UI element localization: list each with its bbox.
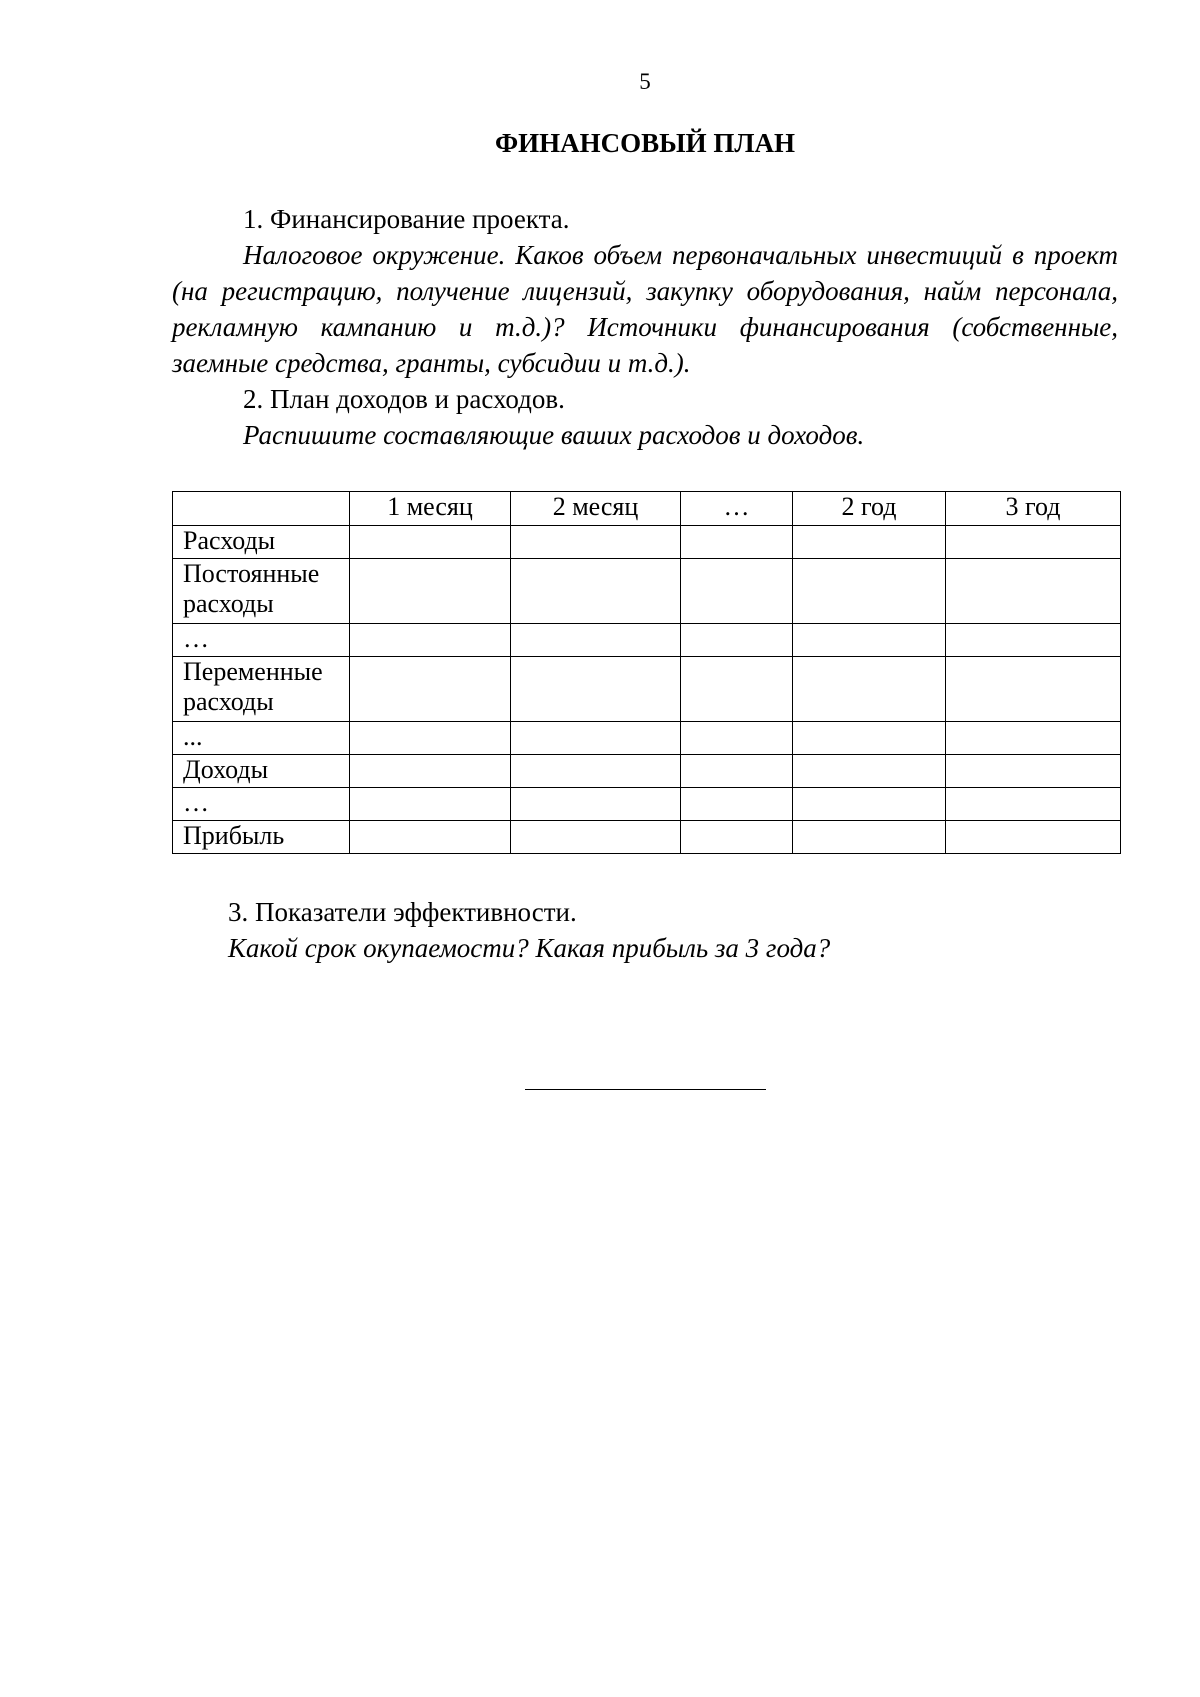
table-row <box>173 821 1121 854</box>
table-row <box>173 657 1121 722</box>
row-label: Постоянные расходы <box>173 559 350 624</box>
section-income-expenses <box>172 381 1118 453</box>
table-cell <box>946 624 1121 657</box>
table-cell <box>681 624 793 657</box>
table-cell <box>511 755 681 788</box>
table-cell <box>681 755 793 788</box>
column-header: 2 год <box>793 492 946 526</box>
row-label: Расходы <box>173 526 350 559</box>
table-cell <box>793 722 946 755</box>
section-heading-income-expenses: 2. План доходов и расходов. <box>243 384 565 414</box>
table-cell <box>681 788 793 821</box>
row-label: … <box>173 624 350 657</box>
table-cell <box>946 657 1121 722</box>
table-cell <box>681 657 793 722</box>
table-cell <box>681 559 793 624</box>
table-cell <box>511 526 681 559</box>
table-cell <box>793 559 946 624</box>
table-cell <box>793 624 946 657</box>
table-row <box>173 624 1121 657</box>
table-row <box>173 559 1121 624</box>
table-cell <box>350 788 511 821</box>
page-title: ФИНАНСОВЫЙ ПЛАН <box>494 128 796 158</box>
column-header: 3 год <box>946 492 1121 526</box>
row-label: … <box>173 788 350 821</box>
column-header <box>173 492 350 526</box>
table-cell <box>350 624 511 657</box>
table-cell <box>793 821 946 854</box>
table-cell <box>946 559 1121 624</box>
row-label: Прибыль <box>173 821 350 854</box>
table-cell <box>793 755 946 788</box>
table-cell <box>681 526 793 559</box>
table-cell <box>946 722 1121 755</box>
column-header: 1 месяц <box>350 492 511 526</box>
table-cell <box>511 559 681 624</box>
income-expense-table <box>172 491 1121 854</box>
table-cell <box>350 559 511 624</box>
table-row <box>173 755 1121 788</box>
row-label: Доходы <box>173 755 350 788</box>
table-header-row <box>173 492 1121 526</box>
section-efficiency <box>157 894 1117 966</box>
column-header: 2 месяц <box>511 492 681 526</box>
page-number: 5 <box>639 69 651 94</box>
table-cell <box>946 526 1121 559</box>
table-cell <box>511 788 681 821</box>
row-label: Переменные расходы <box>173 657 350 722</box>
section-heading-efficiency: 3. Показатели эффективности. <box>228 897 577 927</box>
table-cell <box>350 755 511 788</box>
table-cell <box>350 722 511 755</box>
table-cell <box>946 755 1121 788</box>
table-cell <box>793 526 946 559</box>
closing-rule <box>525 1089 766 1090</box>
table-cell <box>793 788 946 821</box>
table-row <box>173 722 1121 755</box>
table-cell <box>511 624 681 657</box>
section-body-financing: Налоговое окружение. Каков объем первоначальных инвестиций в проект (на регистрацию, получение лицензий, закупку оборудования, найм персонала, рекламную кампанию и т.д.)? Источники финансирования (собственные, заемные средства, гранты, субсидии и т.д.). <box>172 240 1118 378</box>
table-row <box>173 788 1121 821</box>
section-body-efficiency: Какой срок окупаемости? Какая прибыль за 3 года? <box>228 933 831 963</box>
table-cell <box>350 821 511 854</box>
table-cell <box>511 657 681 722</box>
table-cell <box>681 722 793 755</box>
table-cell <box>681 821 793 854</box>
table-cell <box>946 788 1121 821</box>
table-row <box>173 526 1121 559</box>
table-cell <box>793 657 946 722</box>
table-cell <box>350 526 511 559</box>
table-cell <box>946 821 1121 854</box>
table-cell <box>350 657 511 722</box>
table-cell <box>511 722 681 755</box>
section-financing <box>172 201 1118 381</box>
row-label: ... <box>173 722 350 755</box>
table-cell <box>511 821 681 854</box>
section-heading-financing: 1. Финансирование проекта. <box>243 204 570 234</box>
column-header: … <box>681 492 793 526</box>
section-body-income-expenses: Распишите составляющие ваших расходов и доходов. <box>243 420 865 450</box>
